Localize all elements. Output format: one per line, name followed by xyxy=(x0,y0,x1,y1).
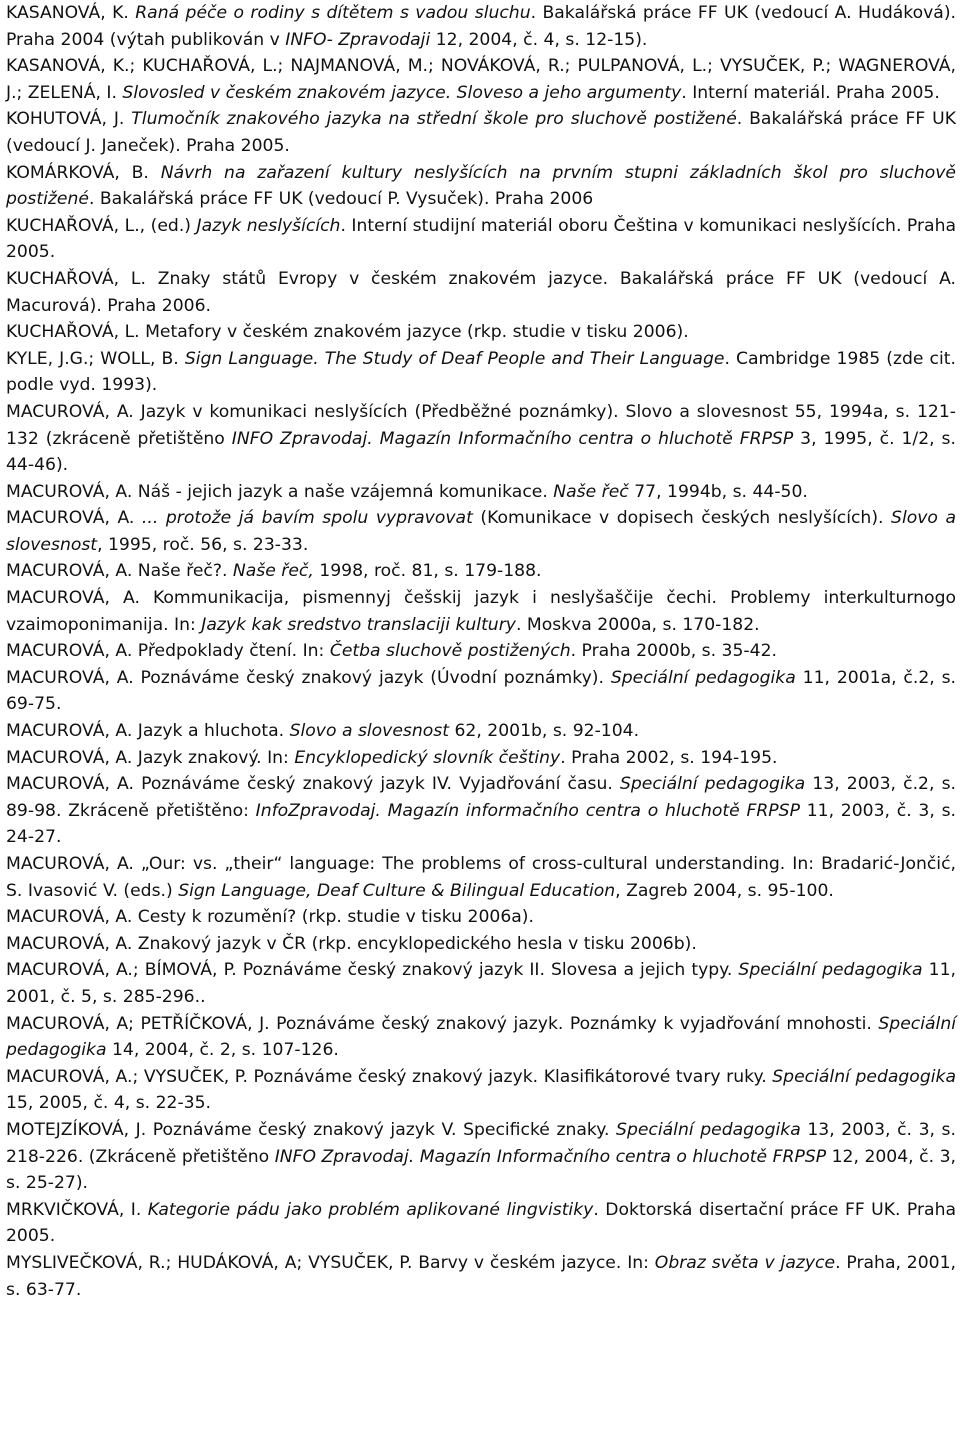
entry-text: MACUROVÁ, A. xyxy=(6,508,142,529)
entry-title-italic: Naše řeč, xyxy=(232,561,314,582)
bibliography-entry xyxy=(6,160,956,213)
bibliography-entry xyxy=(6,585,956,638)
entry-text: MACUROVÁ, A. Předpoklady čtení. In: xyxy=(6,641,330,662)
entry-title-italic: Tlumočník znakového jazyka na střední škole pro sluchově postižené xyxy=(131,109,737,130)
entry-text: KUCHAŘOVÁ, L. Znaky států Evropy v českém znakovém jazyce. Bakalářská práce FF UK (vedoucí A. Macurová). Praha 2006. xyxy=(6,268,956,316)
entry-text: MACUROVÁ, A. Naše řeč?. xyxy=(6,561,233,582)
bibliography-entry xyxy=(6,851,956,904)
entry-text: 11, 2003, č. 3, s. 24-27. xyxy=(6,800,957,848)
bibliography-entry xyxy=(6,505,956,558)
entry-text: MACUROVÁ, A. Jazyk znakový. In: xyxy=(6,747,295,768)
entry-title-italic: Speciální pedagogika xyxy=(610,667,796,688)
entry-text: MACUROVÁ, A. Kommunikacija, pismennyj češskij jazyk i neslyšaščije čechi. Problemy interkulturnogo vzaimoponimanija. In: xyxy=(6,588,956,635)
entry-title-italic: Obraz světa v jazyce xyxy=(654,1252,836,1273)
entry-text: . Interní materiál. Praha 2005. xyxy=(681,82,940,103)
entry-text: KOHUTOVÁ, J. xyxy=(6,109,132,130)
entry-text: 12, 2004, č. 3, s. 25-27). xyxy=(6,1146,956,1194)
entry-title-italic: Speciální pedagogika xyxy=(772,1066,956,1087)
bibliography-entry xyxy=(6,957,956,1010)
entry-text: 13, 2003, č. 3, s. 218-226. (Zkráceně přetištěno xyxy=(6,1119,956,1167)
entry-text: 12, 2004, č. 4, s. 12-15). xyxy=(430,29,648,50)
bibliography-entry xyxy=(6,319,956,346)
entry-text: MACUROVÁ, A. Náš - jejich jazyk a naše vzájemná komunikace. xyxy=(6,481,554,502)
entry-text: 62, 2001b, s. 92-104. xyxy=(449,721,640,742)
entry-text: 77, 1994b, s. 44-50. xyxy=(628,481,808,502)
entry-text: MACUROVÁ, A. „Our: vs. „their“ language: The problems of cross-cultural understanding. In: Bradarić-Jončić, S. Ivasović V. (eds.) xyxy=(6,854,956,901)
entry-text: . Praha 2000b, s. 35-42. xyxy=(570,641,777,662)
entry-text: . Moskva 2000a, s. 170-182. xyxy=(515,614,760,635)
entry-text: KASANOVÁ, K.; KUCHAŘOVÁ, L.; NAJMANOVÁ, M.; NOVÁKOVÁ, R.; PULPANOVÁ, L.; VYSUČEK, P.; WAGNEROVÁ, J.; ZELENÁ, I. xyxy=(6,56,956,103)
entry-text: MACUROVÁ, A.; BÍMOVÁ, P. Poznáváme český znakový jazyk II. Slovesa a jejich typy. xyxy=(6,960,739,981)
entry-title-italic: INFO- Zpravodaji xyxy=(285,29,431,50)
entry-text: MACUROVÁ, A. Znakový jazyk v ČR (rkp. encyklopedického hesla v tisku 2006b). xyxy=(6,933,697,954)
entry-text: 11, 2001a, č.2, s. 69-75. xyxy=(6,667,956,715)
entry-text: 3, 1995, č. 1/2, s. 44-46). xyxy=(6,428,956,476)
entry-text: 1998, roč. 81, s. 179-188. xyxy=(313,561,542,582)
bibliography-entry xyxy=(6,771,956,851)
entry-text: 15, 2005, č. 4, s. 22-35. xyxy=(6,1093,211,1114)
bibliography-entry xyxy=(6,1197,956,1250)
bibliography-entry xyxy=(6,904,956,931)
entry-title-italic: InfoZpravodaj. Magazín informačního centra o hluchotě FRPSP xyxy=(255,800,800,821)
bibliography-entry xyxy=(6,399,956,479)
entry-title-italic: Jazyk neslyšících xyxy=(196,215,341,236)
entry-title-italic: Slovosled v českém znakovém jazyce. Sloveso a jeho argumenty xyxy=(122,82,682,103)
entry-text: MACUROVÁ, A. Poznáváme český znakový jazyk IV. Vyjadřování času. xyxy=(6,774,620,795)
bibliography-entry xyxy=(6,266,956,319)
bibliography-entry xyxy=(6,213,956,266)
bibliography-entry xyxy=(6,1117,956,1197)
entry-title-italic: Slovo a slovesnost xyxy=(6,508,956,555)
entry-title-italic: Encyklopedický slovník češtiny xyxy=(294,747,561,768)
bibliography-entry xyxy=(6,53,956,106)
entry-text: 14, 2004, č. 2, s. 107-126. xyxy=(106,1040,339,1061)
entry-text: 13, 2003, č.2, s. 89-98. Zkráceně přetištěno: xyxy=(6,774,956,821)
entry-title-italic: Raná péče o rodiny s dítětem s vadou sluchu xyxy=(135,3,531,23)
entry-title-italic: Sign Language. The Study of Deaf People and Their Language xyxy=(184,348,725,369)
entry-text: MACUROVÁ, A. Poznáváme český znakový jazyk (Úvodní poznámky). xyxy=(6,667,611,688)
bibliography-entry xyxy=(6,665,956,718)
entry-text: . Bakalářská práce FF UK (vedoucí P. Vysuček). Praha 2006 xyxy=(88,189,594,210)
entry-title-italic: INFO Zpravodaj. Magazín Informačního centra o hluchotě FRPSP xyxy=(231,428,794,449)
entry-title-italic: INFO Zpravodaj. Magazín Informačního centra o hluchotě FRPSP xyxy=(274,1146,827,1167)
entry-text: MRKVIČKOVÁ, I. xyxy=(6,1199,148,1220)
entry-title-italic: Sign Language, Deaf Culture & Bilingual Education xyxy=(178,880,616,901)
entry-text: KOMÁRKOVÁ, B. xyxy=(6,162,161,183)
entry-text: KASANOVÁ, K. xyxy=(6,3,136,23)
entry-title-italic: ... protože já bavím spolu vypravovat xyxy=(141,508,473,529)
entry-title-italic: Speciální pedagogika xyxy=(6,1013,956,1061)
entry-text: , Zagreb 2004, s. 95-100. xyxy=(615,880,834,901)
entry-text: . Interní studijní materiál oboru Čeština v komunikaci neslyšících. Praha 2005. xyxy=(6,215,956,263)
entry-text: . Praha 2002, s. 194-195. xyxy=(560,747,778,768)
bibliography-entry xyxy=(6,718,956,745)
bibliography-entry xyxy=(6,638,956,665)
bibliography-entry xyxy=(6,558,956,585)
entry-text: (Komunikace v dopisech českých neslyšících). xyxy=(472,508,892,529)
bibliography-entry xyxy=(6,106,956,159)
entry-text: KYLE, J.G.; WOLL, B. xyxy=(6,348,185,369)
entry-text: . Praha, 2001, s. 63-77. xyxy=(6,1252,956,1300)
entry-title-italic: Speciální pedagogika xyxy=(616,1119,801,1140)
entry-text: MACUROVÁ, A.; VYSUČEK, P. Poznáváme český znakový jazyk. Klasifikátorové tvary ruky. xyxy=(6,1066,773,1087)
entry-text: MYSLIVEČKOVÁ, R.; HUDÁKOVÁ, A; VYSUČEK, P. Barvy v českém jazyce. In: xyxy=(6,1252,655,1273)
bibliography-entry xyxy=(6,745,956,772)
entry-text: 11, 2001, č. 5, s. 285-296.. xyxy=(6,960,956,1007)
bibliography-entry xyxy=(6,346,956,399)
entry-text: KUCHAŘOVÁ, L., (ed.) xyxy=(6,215,197,236)
bibliography-entry xyxy=(6,0,956,53)
entry-text: MACUROVÁ, A. Jazyk a hluchota. xyxy=(6,721,290,742)
bibliography-entry xyxy=(6,1250,956,1303)
entry-text: MACUROVÁ, A; PETŘÍČKOVÁ, J. Poznáváme český znakový jazyk. Poznámky k vyjadřování mnohosti. xyxy=(6,1013,879,1034)
entry-text: . Bakalářská práce FF UK (vedoucí A. Hudáková). Praha 2004 (výtah publikován v xyxy=(6,3,957,50)
entry-text: . Doktorská disertační práce FF UK. Praha 2005. xyxy=(6,1199,956,1247)
bibliography-entry xyxy=(6,931,956,958)
entry-text: , 1995, roč. 56, s. 23-33. xyxy=(97,534,309,555)
bibliography-entry xyxy=(6,479,956,506)
entry-title-italic: Kategorie pádu jako problém aplikované lingvistiky xyxy=(147,1199,594,1220)
entry-title-italic: Speciální pedagogika xyxy=(738,960,923,981)
entry-title-italic: Slovo a slovesnost xyxy=(289,721,449,742)
bibliography-entry xyxy=(6,1011,956,1064)
entry-title-italic: Speciální pedagogika xyxy=(619,774,806,795)
entry-text: MACUROVÁ, A. Jazyk v komunikaci neslyšících (Předběžné poznámky). Slovo a slovesnost 55, 1994a, s. 121-132 (zkráceně přetištěno xyxy=(6,401,956,449)
entry-text: MOTEJZÍKOVÁ, J. Poznáváme český znakový jazyk V. Specifické znaky. xyxy=(6,1119,617,1140)
entry-text: MACUROVÁ, A. Cesty k rozumění? (rkp. studie v tisku 2006a). xyxy=(6,907,534,928)
entry-text: . Cambridge 1985 (zde cit. podle vyd. 1993). xyxy=(6,348,956,396)
entry-text: . Bakalářská práce FF UK (vedoucí J. Janeček). Praha 2005. xyxy=(6,109,956,156)
entry-title-italic: Četba sluchově postižených xyxy=(329,641,571,662)
bibliography-entry xyxy=(6,1064,956,1117)
entry-title-italic: Naše řeč xyxy=(553,481,629,502)
entry-title-italic: Jazyk kak sredstvo translaciji kultury xyxy=(201,614,516,635)
entry-text: KUCHAŘOVÁ, L. Metafory v českém znakovém jazyce (rkp. studie v tisku 2006). xyxy=(6,322,689,343)
entry-title-italic: Návrh na zařazení kultury neslyšících na prvním stupni základních škol pro sluchově postižené xyxy=(6,162,956,210)
